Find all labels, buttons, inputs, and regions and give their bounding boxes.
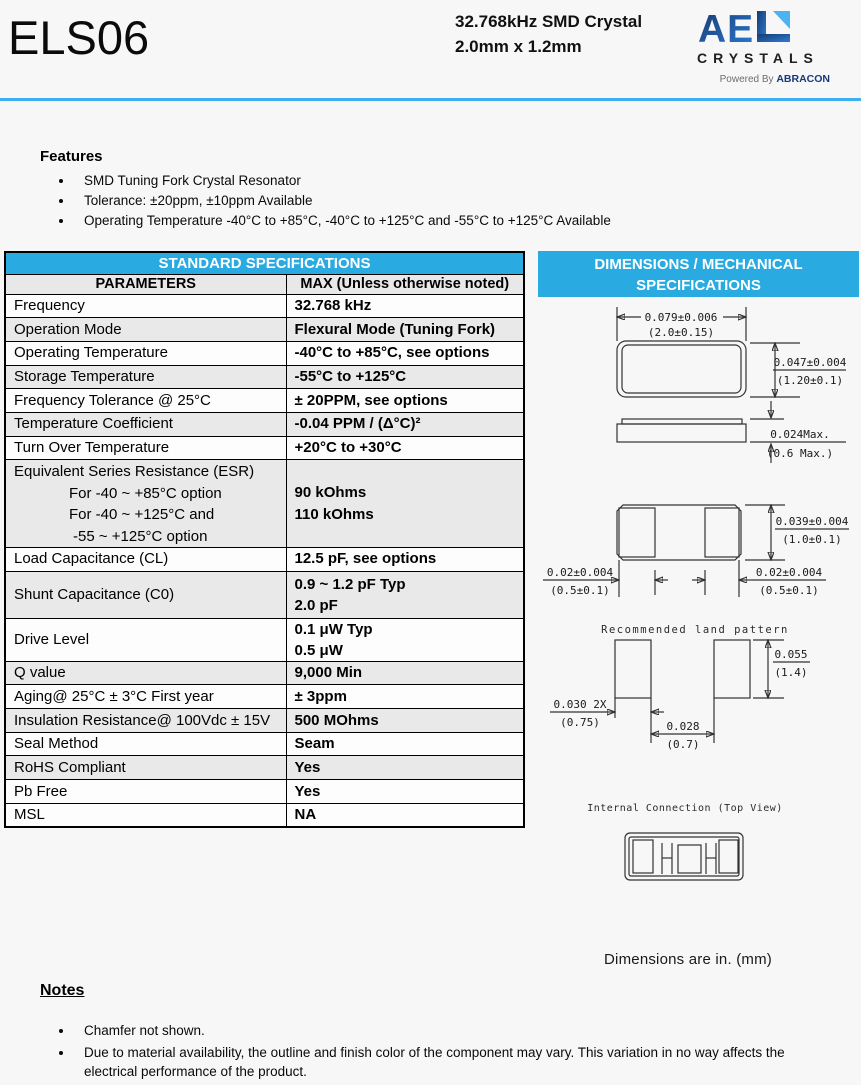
- standard-specifications-table: [4, 251, 525, 828]
- mechanical-drawings: [538, 297, 859, 979]
- land-pattern-caption: Recommended land pattern: [601, 624, 789, 636]
- col-header-max: MAX (Unless otherwise noted): [286, 274, 524, 294]
- value-cell: 9,000 Min: [286, 661, 524, 685]
- param-cell: Frequency Tolerance @ 25°C: [5, 389, 286, 413]
- dim-label: (0.5±0.1): [550, 584, 610, 597]
- dim-label: 0.055: [774, 648, 808, 661]
- dimensions-title-line-1: DIMENSIONS / MECHANICAL: [594, 256, 803, 273]
- param-cell: RoHS Compliant: [5, 756, 286, 780]
- dim-label: (0.7): [666, 738, 700, 751]
- table-row: [5, 661, 524, 685]
- dim-label: (1.0±0.1): [782, 533, 842, 546]
- dim-label: 0.039±0.004: [775, 515, 849, 528]
- table-row: [5, 571, 524, 618]
- esr-value-line: 110 kOhms: [294, 505, 374, 523]
- param-cell: Load Capacitance (CL): [5, 547, 286, 571]
- value-cell: [286, 618, 524, 661]
- value-cell: Yes: [286, 756, 524, 780]
- svg-text:Powered By ABRACON: [720, 73, 830, 85]
- dimensions-title-line-2: SPECIFICATIONS: [636, 277, 761, 294]
- table-row: [5, 389, 524, 413]
- param-cell: Insulation Resistance@ 100Vdc ± 15V: [5, 709, 286, 733]
- col-header-parameters: PARAMETERS: [5, 274, 286, 294]
- subtitle-line-1: 32.768kHz SMD Crystal: [455, 12, 643, 31]
- value-cell: [286, 460, 524, 548]
- value-cell: 500 MOhms: [286, 709, 524, 733]
- table-row: [5, 685, 524, 709]
- table-row: [5, 436, 524, 460]
- param-cell: Aging@ 25°C ± 3°C First year: [5, 685, 286, 709]
- value-cell: ± 20PPM, see options: [286, 389, 524, 413]
- dim-label: 0.047±0.004: [773, 356, 847, 369]
- esr-value-line: 90 kOhms: [294, 484, 367, 502]
- note-item: • Due to material availability, the outline and finish color of the component may vary. This variation in no way affects the electrical performance of the product.: [74, 1043, 792, 1081]
- param-cell: Temperature Coefficient: [5, 412, 286, 436]
- esr-line: For -40 ~ +85°C option: [69, 484, 222, 502]
- value-line: 0.5 μW: [294, 641, 343, 659]
- value-cell: NA: [286, 803, 524, 827]
- dim-label: (0.5±0.1): [759, 584, 819, 597]
- notes-section: [40, 982, 792, 1084]
- param-cell: Pb Free: [5, 780, 286, 804]
- dim-label: (0.75): [560, 716, 600, 729]
- esr-line: Equivalent Series Resistance (ESR): [14, 463, 255, 481]
- top-view-drawing: [617, 307, 847, 397]
- powered-by-text: Powered By: [719, 74, 777, 85]
- dim-label: (1.20±0.1): [776, 374, 844, 387]
- param-cell: Turn Over Temperature: [5, 436, 286, 460]
- table-row: [5, 412, 524, 436]
- note-item: • Chamfer not shown.: [74, 1021, 792, 1040]
- dimensions-panel-header: [538, 251, 859, 297]
- features-section: [40, 148, 830, 231]
- param-cell: Operation Mode: [5, 318, 286, 342]
- logo-l-horizontal: [757, 34, 790, 42]
- abracon-text: ABRACON: [776, 73, 830, 85]
- value-cell: ± 3ppm: [286, 685, 524, 709]
- table-row: [5, 803, 524, 827]
- value-cell: Yes: [286, 780, 524, 804]
- bottom-view-drawing: [543, 505, 849, 597]
- value-cell: [286, 571, 524, 618]
- value-cell: -40°C to +85°C, see options: [286, 341, 524, 365]
- features-list: [40, 171, 830, 231]
- param-cell: Seal Method: [5, 732, 286, 756]
- table-header-row: [5, 274, 524, 294]
- logo-triangle-icon: [773, 11, 790, 29]
- header-divider: [0, 98, 861, 101]
- dim-label: (2.0±0.15): [647, 326, 715, 339]
- dim-label: 0.02±0.004: [755, 566, 823, 579]
- subtitle-line-2: 2.0mm x 1.2mm: [455, 37, 582, 56]
- value-cell: -0.04 PPM / (Δ°C)²: [286, 412, 524, 436]
- table-title-row: [5, 252, 524, 274]
- esr-line: -55 ~ +125°C option: [73, 527, 208, 545]
- param-cell: [5, 460, 286, 548]
- feature-item: • Operating Temperature -40°C to +85°C, -40°C to +125°C and -55°C to +125°C Available: [74, 211, 830, 231]
- table-row: [5, 732, 524, 756]
- value-cell: +20°C to +30°C: [286, 436, 524, 460]
- internal-connection-drawing: [587, 803, 783, 880]
- value-line: 2.0 pF: [294, 596, 338, 614]
- value-cell: -55°C to +125°C: [286, 365, 524, 389]
- table-row: [5, 318, 524, 342]
- logo-crystals-text: CRYSTALS: [697, 50, 819, 66]
- dim-label: 0.02±0.004: [546, 566, 614, 579]
- param-cell: Shunt Capacitance (C0): [5, 571, 286, 618]
- value-cell: 32.768 kHz: [286, 294, 524, 318]
- table-row: [5, 294, 524, 318]
- dim-label: 0.079±0.006: [644, 311, 718, 324]
- land-pattern-drawing: [550, 624, 810, 751]
- dim-label: 0.028: [666, 720, 700, 733]
- value-cell: 12.5 pF, see options: [286, 547, 524, 571]
- page-title: ELS06: [8, 11, 150, 64]
- param-cell: Operating Temperature: [5, 341, 286, 365]
- dim-label: (0.6 Max.): [766, 447, 834, 460]
- value-line: 0.9 ~ 1.2 pF Typ: [294, 575, 406, 593]
- notes-list: [40, 1021, 792, 1081]
- param-cell: Storage Temperature: [5, 365, 286, 389]
- side-view-drawing: [617, 401, 846, 463]
- value-cell: Flexural Mode (Tuning Fork): [286, 318, 524, 342]
- table-row: [5, 618, 524, 661]
- units-note: Dimensions are in. (mm): [604, 951, 772, 968]
- table-row: [5, 341, 524, 365]
- param-cell: Frequency: [5, 294, 286, 318]
- table-title: STANDARD SPECIFICATIONS: [5, 252, 524, 274]
- table-row: [5, 365, 524, 389]
- param-cell: Q value: [5, 661, 286, 685]
- ael-logo-icon: [697, 5, 837, 91]
- table-row: [5, 780, 524, 804]
- dim-label: 0.030 2X: [553, 698, 607, 711]
- value-line: 0.1 μW Typ: [294, 620, 373, 638]
- dim-label: (1.4): [774, 666, 808, 679]
- value-cell: Seam: [286, 732, 524, 756]
- feature-item: • SMD Tuning Fork Crystal Resonator: [74, 171, 830, 191]
- table-row-esr: [5, 460, 524, 548]
- product-subtitle: [455, 9, 642, 59]
- notes-title: Notes: [40, 982, 85, 999]
- dim-label: 0.024Max.: [770, 428, 830, 441]
- ael-crystals-logo: [697, 5, 837, 91]
- table-row: [5, 756, 524, 780]
- param-cell: MSL: [5, 803, 286, 827]
- esr-line: For -40 ~ +125°C and: [69, 506, 215, 524]
- internal-connection-caption: Internal Connection (Top View): [587, 803, 783, 814]
- feature-item: • Tolerance: ±20ppm, ±10ppm Available: [74, 191, 830, 211]
- table-row: [5, 547, 524, 571]
- table-row: [5, 709, 524, 733]
- features-title: Features: [40, 148, 103, 165]
- param-cell: Drive Level: [5, 618, 286, 661]
- logo-ae-text: AE: [698, 8, 755, 51]
